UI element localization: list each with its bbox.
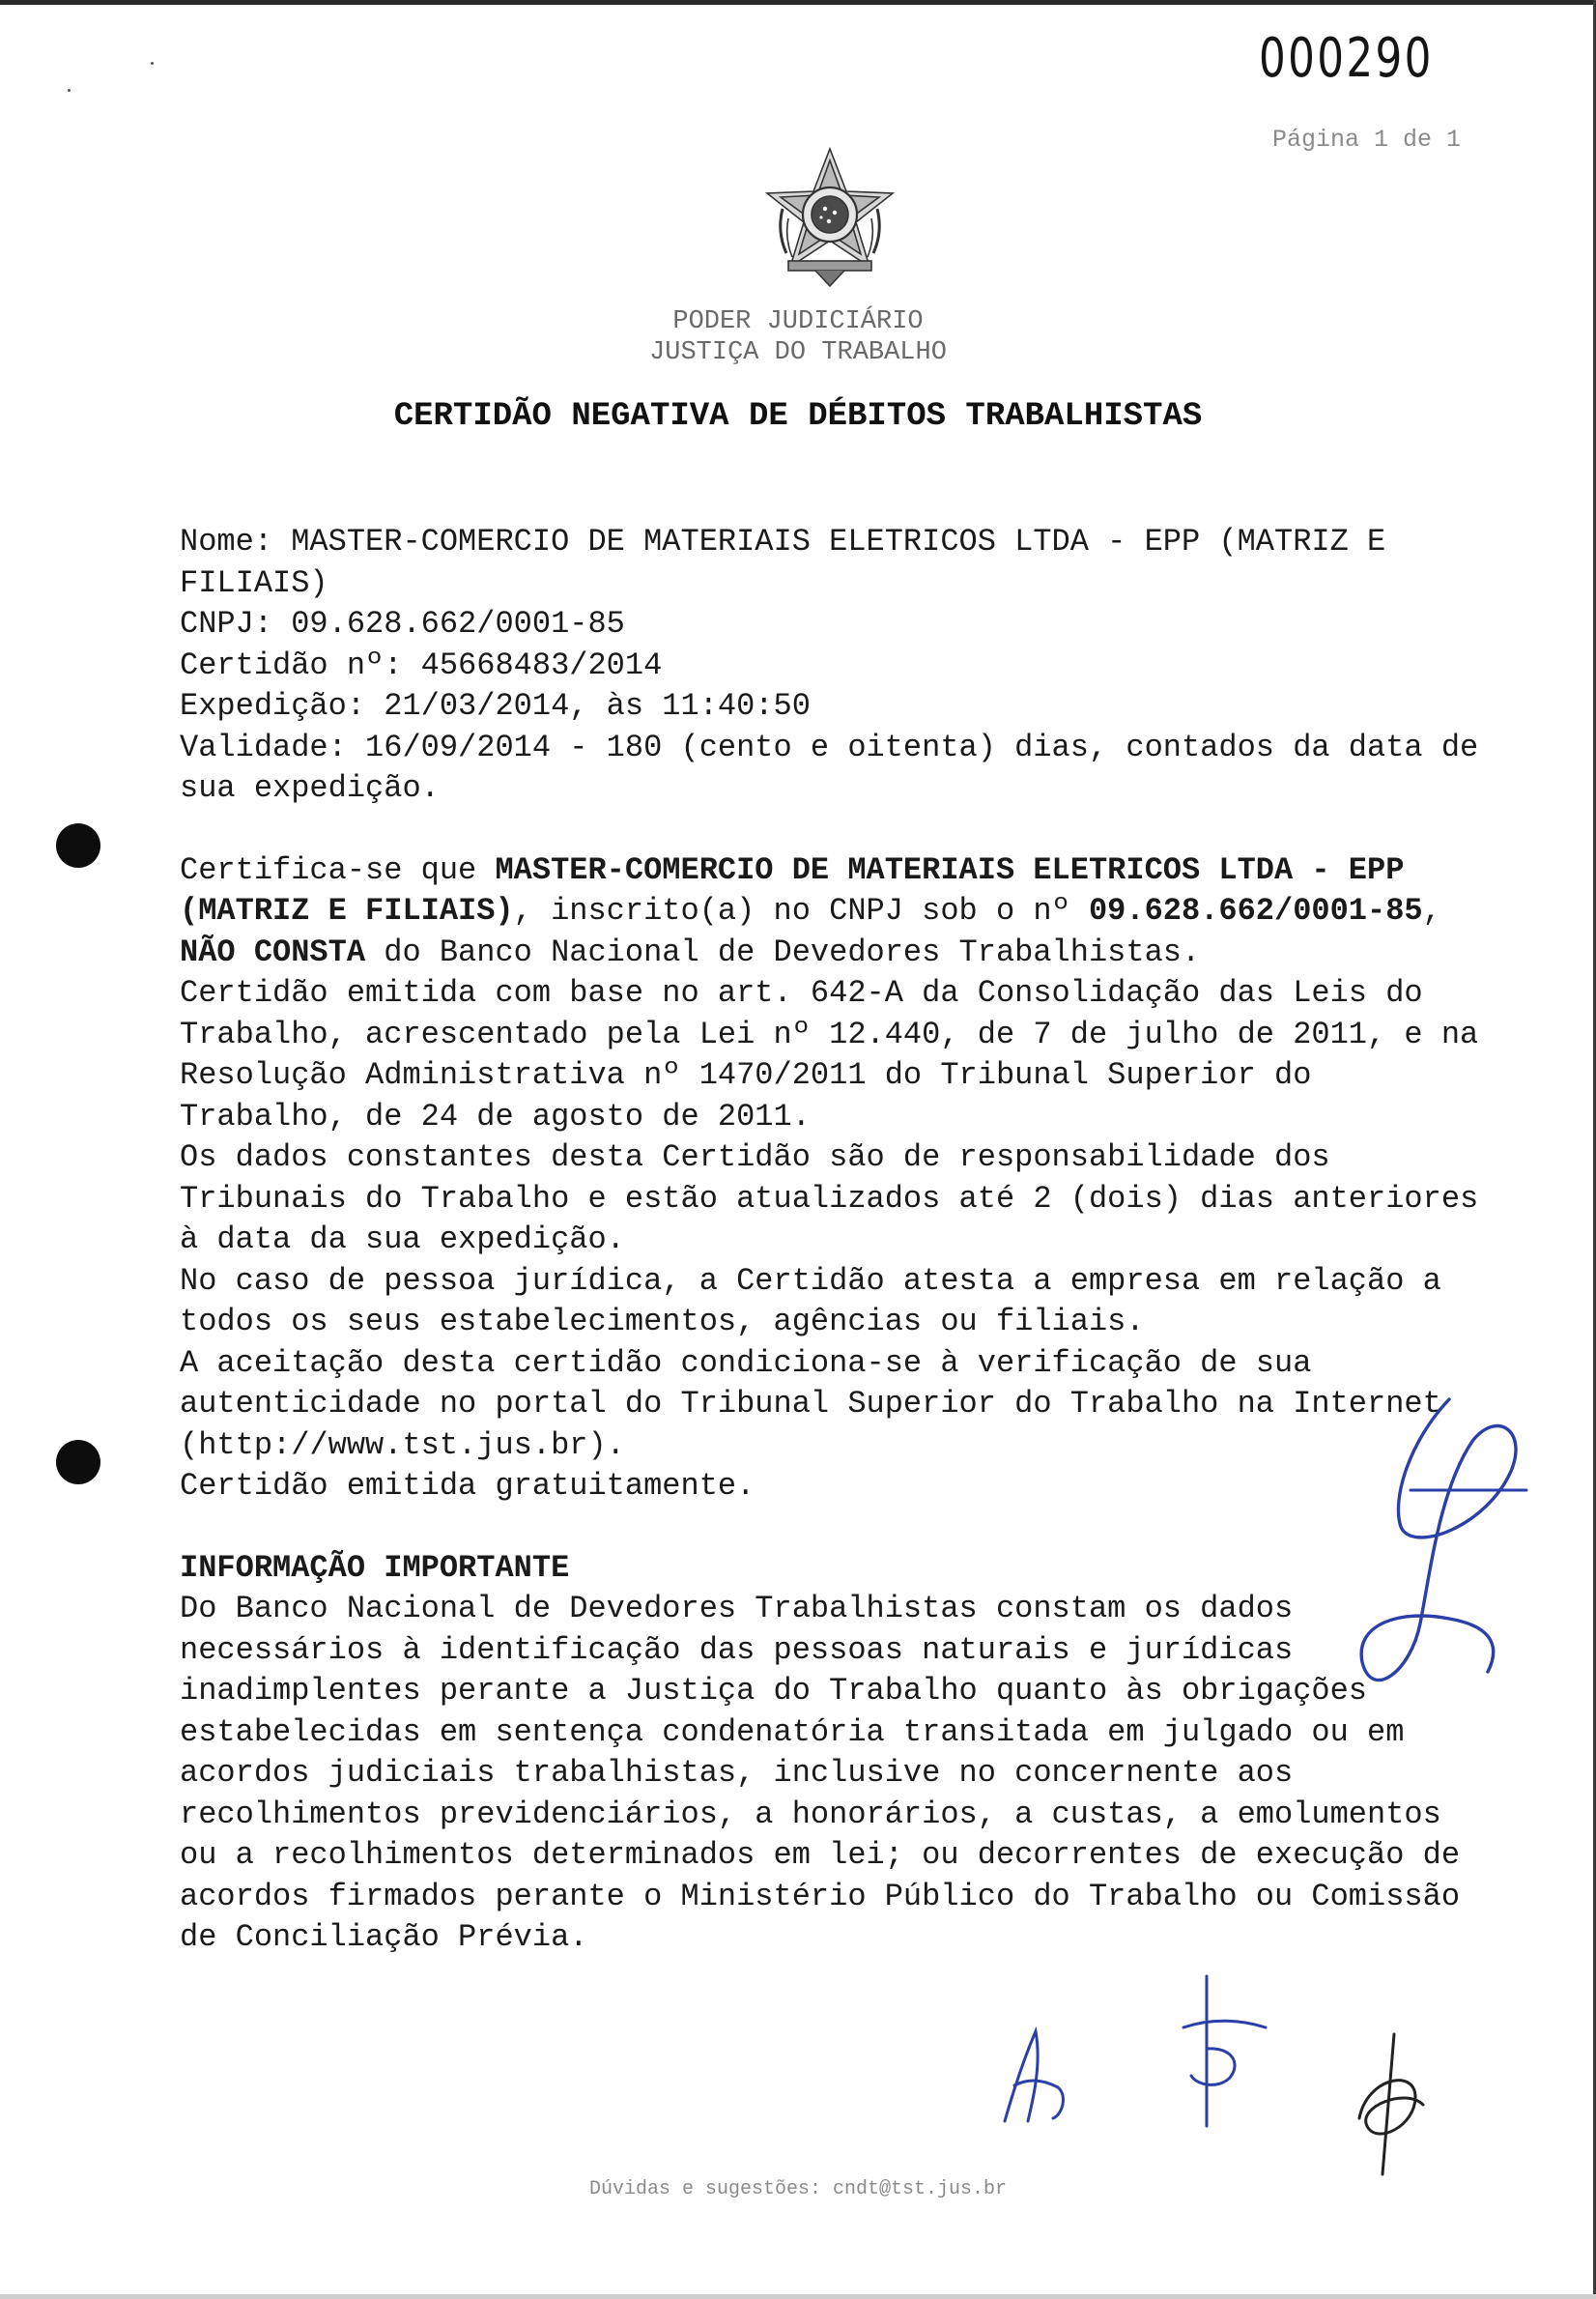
certified-cnpj: 09.628.662/0001-85 [1088, 893, 1423, 929]
status-nao-consta: NÃO CONSTA [180, 934, 366, 970]
page-count: Página 1 de 1 [1271, 126, 1461, 154]
header-justica-trabalho: JUSTIÇA DO TRABALHO [649, 338, 947, 367]
field-expedicao: Expedição: 21/03/2014, às 11:40:50 [180, 688, 811, 724]
protocol-stamp-number: 000290 [1259, 27, 1434, 90]
field-certidao-number: Certidão nº: 45668483/2014 [180, 647, 663, 683]
paragraph-free-issue: Certidão emitida gratuitamente. [180, 1468, 755, 1504]
important-info-text: Do Banco Nacional de Devedores Trabalhistas constam os dados necessários à identificação das pessoas naturais e jurídicas inadimplentes perante a Justiça do Trabalho quanto às obrigações estabelecidas em sentença condenatória transitada em julgado ou em acordos judiciais trabalhistas, inclusive no concernente aos recolhimentos previdenciários, a honorários, a custas, a emolumentos ou a recolhimentos determinados em lei; ou decorrentes de execução de acordos firmados perante o Ministério Público do Trabalho ou Comissão de Conciliação Prévia. [180, 1591, 1461, 1955]
scan-top-edge [0, 0, 1596, 5]
handwritten-initial-2 [1174, 1971, 1280, 2136]
header-poder-judiciario: PODER JUDICIÁRIO [672, 307, 924, 336]
certification-statement: Certifica-se que MASTER-COMERCIO DE MATERIAIS ELETRICOS LTDA - EPP (MATRIZ E FILIAIS), inscrito(a) no CNPJ sob o nº 09.628.662/0001-85, NÃO CONSTA do Banco Nacional de Devedores Trabalhistas. [180, 851, 1441, 970]
handwritten-initial-3 [1338, 2029, 1444, 2184]
document-title: CERTIDÃO NEGATIVA DE DÉBITOS TRABALHISTAS [393, 398, 1203, 435]
handwritten-initial-1 [985, 2010, 1092, 2136]
important-info-title: INFORMAÇÃO IMPORTANTE [180, 1549, 570, 1586]
brazil-coat-of-arms-icon [757, 145, 902, 290]
handwritten-initial-margin [1343, 1382, 1536, 1730]
certified-company-name: MASTER-COMERCIO DE MATERIAIS ELETRICOS LTDA - EPP (MATRIZ E FILIAIS) [180, 851, 1405, 929]
scan-bottom-edge [0, 2294, 1596, 2299]
paragraph-authenticity: A aceitação desta certidão condiciona-se à verificação de sua autenticidade no portal do Tribunal Superior do Trabalho na Internet (http://www.tst.jus.br). [180, 1344, 1441, 1463]
paragraph-data-responsibility: Os dados constantes desta Certidão são de responsabilidade dos Tribunais do Trabalho e estão atualizados até 2 (dois) dias anteriores à data da sua expedição. [180, 1139, 1479, 1257]
field-cnpj: CNPJ: 09.628.662/0001-85 [180, 606, 625, 642]
certificate-body [180, 522, 1484, 1959]
paragraph-legal-basis: Certidão emitida com base no art. 642-A da Consolidação das Leis do Trabalho, acrescentado pela Lei nº 12.440, de 7 de julho de 2011, e na Resolução Administrativa nº 1470/2011 do Tribunal Superior do Trabalho, de 24 de agosto de 2011. [180, 975, 1479, 1135]
footer-contact: Dúvidas e sugestões: cndt@tst.jus.br [588, 2178, 1008, 2200]
field-validade: Validade: 16/09/2014 - 180 (cento e oitenta) dias, contados da data de sua expedição. [180, 729, 1479, 806]
scan-speck [151, 62, 154, 65]
paragraph-legal-entity: No caso de pessoa jurídica, a Certidão atesta a empresa em relação a todos os seus estabelecimentos, agências ou filiais. [180, 1262, 1441, 1339]
punch-hole [56, 823, 100, 868]
scan-speck [68, 89, 71, 92]
field-nome: Nome: MASTER-COMERCIO DE MATERIAIS ELETRICOS LTDA - EPP (MATRIZ E FILIAIS) [180, 524, 1386, 601]
punch-hole [56, 1440, 100, 1484]
